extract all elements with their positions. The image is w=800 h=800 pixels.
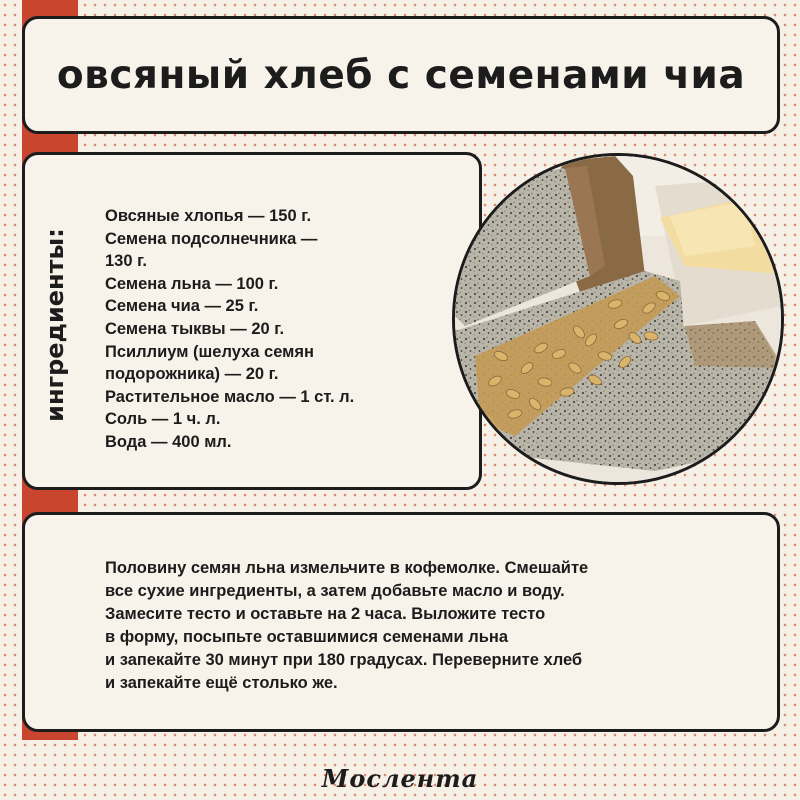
ingredient-line: Вода — 400 мл. [105,432,232,451]
ingredient-line: Растительное масло — 1 ст. л. [105,387,355,406]
ingredient-line: Семена тыквы — 20 г. [105,319,285,338]
ingredients-heading-text: ингредиенты: [41,228,70,422]
ingredients-card [22,152,482,490]
ingredient-line: Соль — 1 ч. л. [105,410,221,429]
logo-text: Мослента [321,763,479,793]
instructions-text: Половину семян льна измельчите в кофемолке. Смешайте все сухие ингредиенты, а затем добавьте масло и воду. Замесите тесто и оставьте на 2 часа. Выложите тесто в форму, посыпьте оставшимися семенами льна и запекайте 30 минут при 180 градусах. Переверните хлеб и запекайте ещё столько же. [105,559,589,692]
ingredient-line: Семена подсолнечника — [105,229,318,248]
title-card [22,16,780,134]
instructions-card [22,512,780,732]
ingredient-line: 130 г. [105,252,147,271]
ingredient-line: Семена льна — 100 г. [105,274,279,293]
logo [300,762,500,794]
ingredient-line: Псиллиум (шелуха семян [105,342,314,361]
ingredient-line: Семена чиа — 25 г. [105,297,259,316]
ingredients-heading [33,215,77,435]
page-title: овсяный хлеб с семенами чиа [56,52,746,98]
bread-illustration [455,156,781,482]
bread-photo [452,153,784,485]
ingredient-line: Овсяные хлопья — 150 г. [105,207,312,225]
ingredient-line: подорожника) — 20 г. [105,365,279,384]
ingredients-list [105,205,385,454]
